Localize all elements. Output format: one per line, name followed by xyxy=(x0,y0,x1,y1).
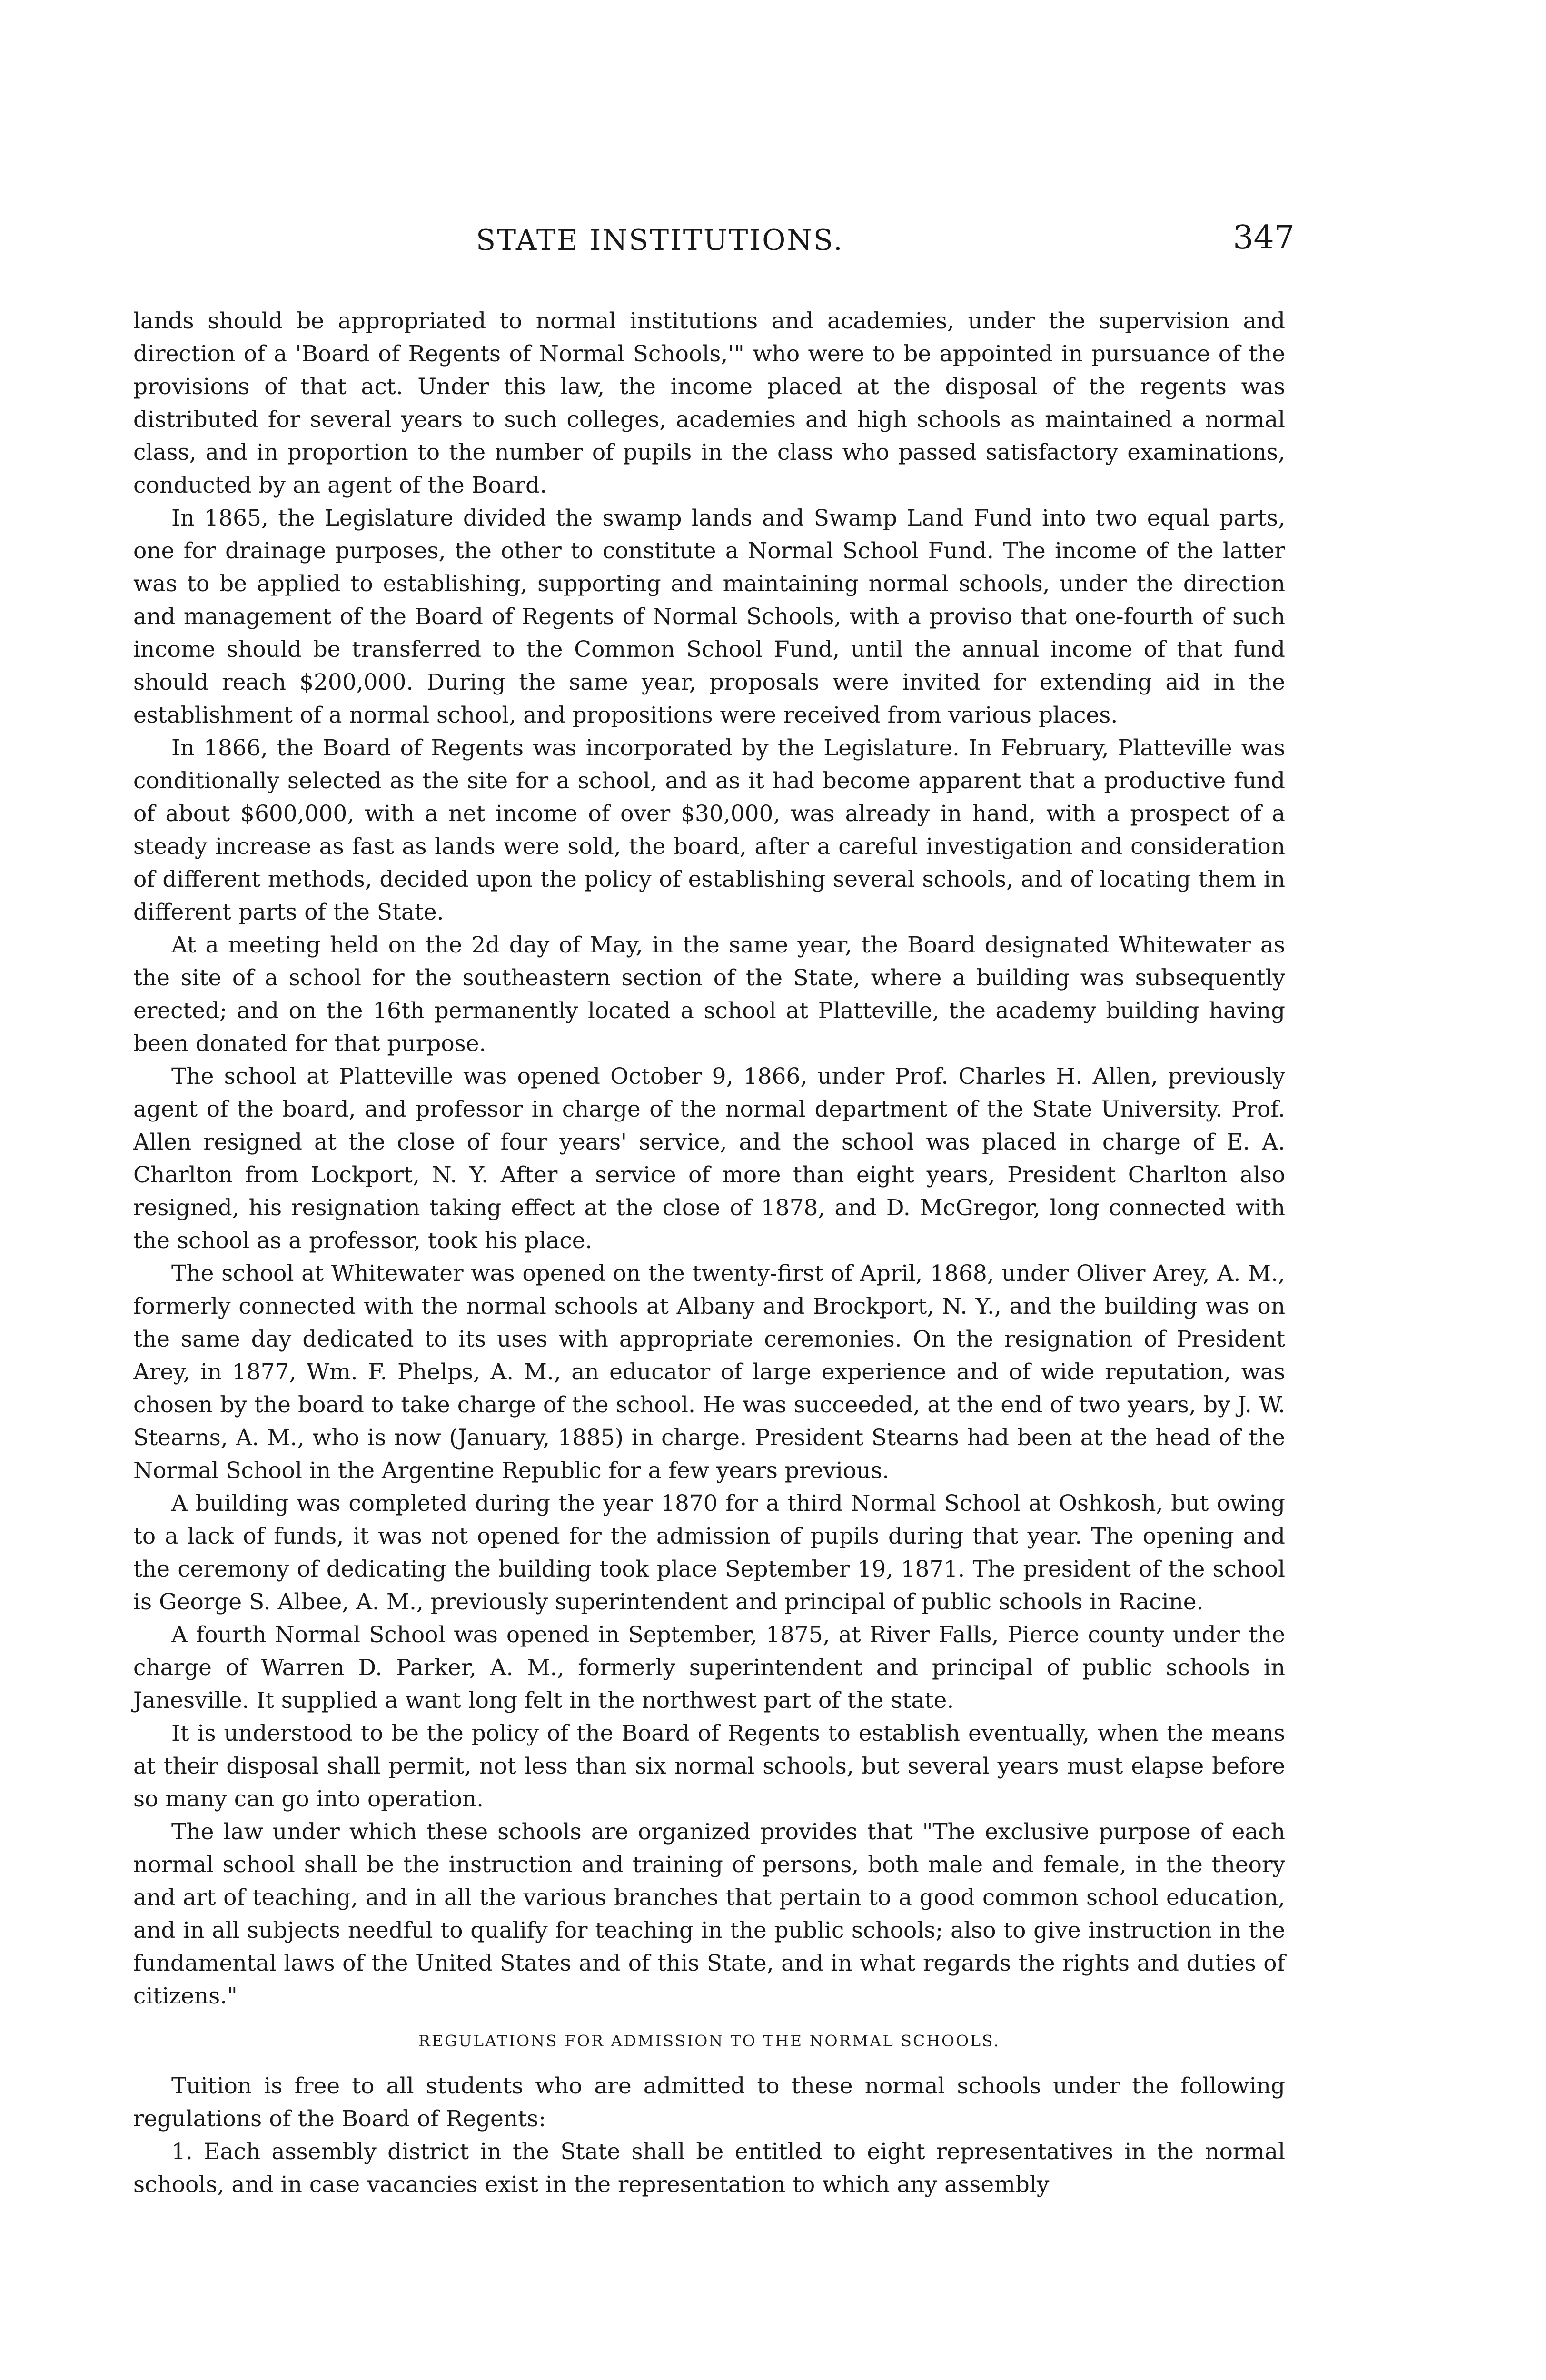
paragraph-whitewater-school: The school at Whitewater was opened on the twenty-first of April, 1868, under Oliver Arey, A. M., formerly connected with the normal schools at Albany and Brockport, N. Y., and the building was on the same day dedicated to its uses with appropriate ceremonies. On the resignation of President Arey, in 1877, Wm. F. Phelps, A. M., an educator of large experience and of wide reputation, was chosen by the board to take charge of the school. He was succeeded, at the end of two years, by J. W. Stearns, A. M., who is now (January, 1885) in charge. President Stearns had been at the head of the Normal School in the Argentine Republic for a few years previous. xyxy=(133,1260,1285,1484)
paragraph-oshkosh-school: A building was completed during the year 1870 for a third Normal School at Oshkosh, but owing to a lack of funds, it was not opened for the admission of pupils during that year. The opening and the ceremony of dedicating the building took place September 19, 1871. The president of the school is George S. Albee, A. M., previously superintendent and principal of public schools in Racine. xyxy=(133,1490,1285,1615)
paragraph-regulation-1: 1. Each assembly district in the State shall be entitled to eight representatives in the normal schools, and in case vacancies exist in the representation to which any assembly xyxy=(133,2139,1285,2198)
running-title: STATE INSTITUTIONS. xyxy=(476,224,844,257)
paragraph-river-falls-school: A fourth Normal School was opened in September, 1875, at River Falls, Pierce county under the charge of Warren D. Parker, A. M., formerly superintendent and principal of public schools in Janesville. It supplied a want long felt in the northwest part of the state. xyxy=(133,1622,1285,1714)
page-number: 347 xyxy=(1233,219,1295,257)
paragraph-1866-regents: In 1866, the Board of Regents was incorporated by the Legislature. In February, Platteville was conditionally selected as the site for a school, and as it had become apparent that a productive fund of about $600,000, with a net income of over $30,000, was already in hand, with a prospect of a steady increase as fast as lands were sold, the board, after a careful investigation and consideration of different methods, decided upon the policy of establishing several schools, and of locating them in different parts of the State. xyxy=(133,735,1285,925)
section-heading: REGULATIONS FOR ADMISSION TO THE NORMAL SCHOOLS. xyxy=(418,2032,1000,2050)
paragraph-policy: It is understood to be the policy of the Board of Regents to establish eventually, when the means at their disposal shall permit, not less than six normal schools, but several years must elapse before so many can go into operation. xyxy=(133,1720,1285,1812)
paragraph-whitewater-site: At a meeting held on the 2d day of May, in the same year, the Board designated Whitewater as the site of a school for the southeastern section of the State, where a building was subsequently erected; and on the 16th permanently located a school at Platteville, the academy building having been donated for that purpose. xyxy=(133,932,1285,1057)
paragraph-law-purpose: The law under which these schools are organized provides that "The exclusive purpose of each normal school shall be the instruction and training of persons, both male and female, in the theory and art of teaching, and in all the various branches that pertain to a good common school education, and in all subjects needful to qualify for teaching in the public schools; also to give instruction in the fundamental laws of the United States and of this State, and in what regards the rights and duties of citizens." xyxy=(133,1819,1285,2009)
page-header xyxy=(133,219,1295,271)
paragraph-continuation: lands should be appropriated to normal institutions and academies, under the supervision and direction of a 'Board of Regents of Normal Schools,'" who were to be appointed in pursuance of the provisions of that act. Under this law, the income placed at the disposal of the regents was distributed for several years to such colleges, academies and high schools as maintained a normal class, and in proportion to the number of pupils in the class who passed satisfactory examinations, conducted by an agent of the Board. xyxy=(133,308,1285,498)
paragraph-1865-fund: In 1865, the Legislature divided the swamp lands and Swamp Land Fund into two equal parts, one for drainage purposes, the other to constitute a Normal School Fund. The income of the latter was to be applied to establishing, supporting and maintaining normal schools, under the direction and management of the Board of Regents of Normal Schools, with a proviso that one-fourth of such income should be transferred to the Common School Fund, until the annual income of that fund should reach $200,000. During the same year, proposals were invited for extending aid in the establishment of a normal school, and propositions were received from various places. xyxy=(133,505,1285,728)
paragraph-platteville-school: The school at Platteville was opened October 9, 1866, under Prof. Charles H. Allen, previously agent of the board, and professor in charge of the normal department of the State University. Prof. Allen resigned at the close of four years' service, and the school was placed in charge of E. A. Charlton from Lockport, N. Y. After a service of more than eight years, President Charlton also resigned, his resignation taking effect at the close of 1878, and D. McGregor, long connected with the school as a professor, took his place. xyxy=(133,1063,1285,1254)
body-text xyxy=(133,305,1285,2201)
paragraph-tuition: Tuition is free to all students who are admitted to these normal schools under the following regulations of the Board of Regents: xyxy=(133,2073,1285,2132)
